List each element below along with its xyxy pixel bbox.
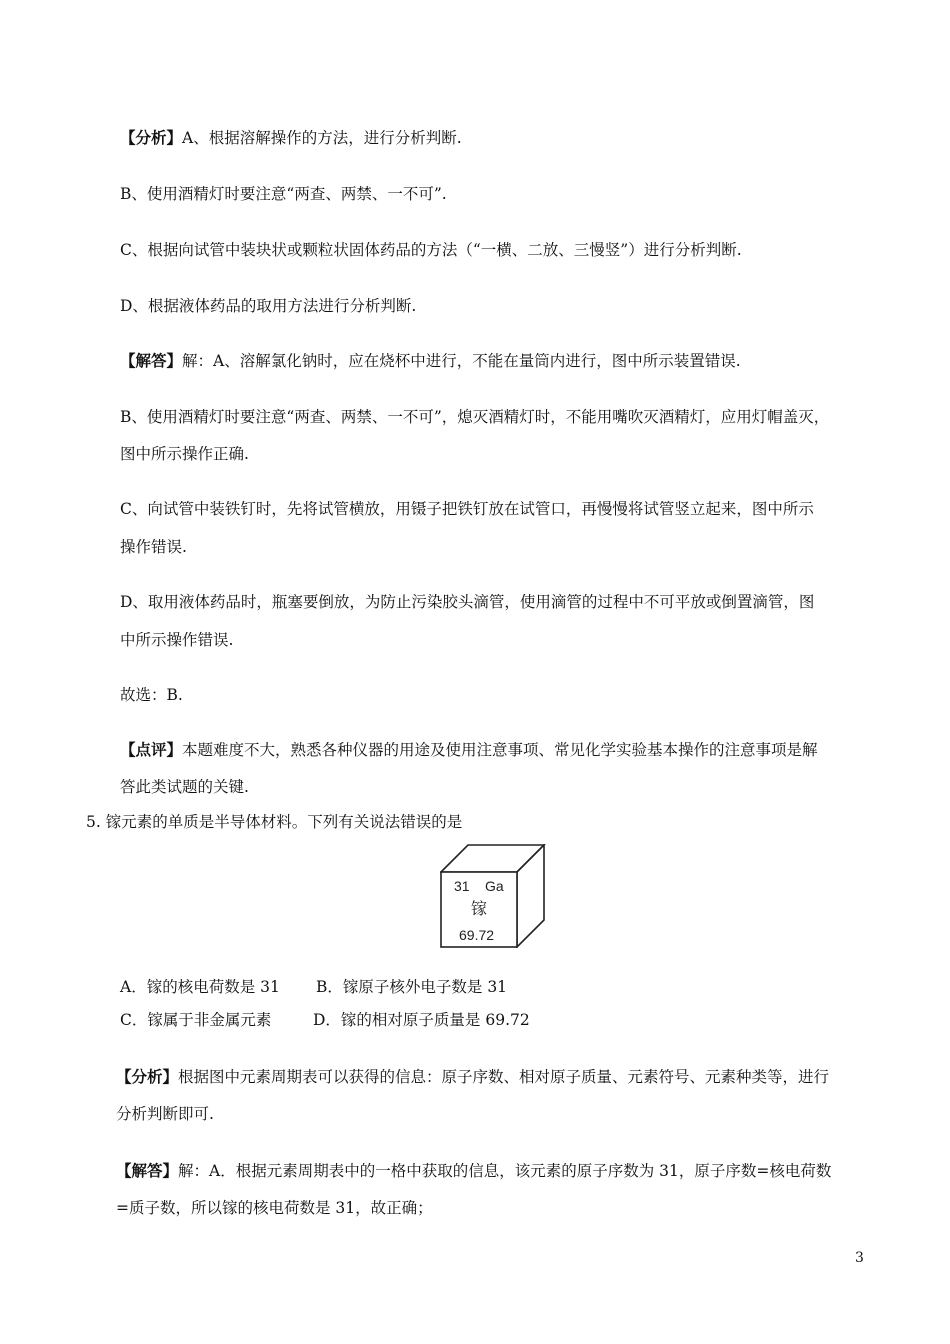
q4-answer-d-line1: D、取用液体药品时，瓶塞要倒放，为防止污染胶头滴管，使用滴管的过程中不可平放或倒置滴管，图 bbox=[120, 593, 815, 611]
q4-analysis-a: 【分析】A、根据溶解操作的方法，进行分析判断. bbox=[120, 128, 462, 147]
q4-analysis-d: D、根据液体药品的取用方法进行分析判断. bbox=[120, 297, 417, 315]
element-symbol: Ga bbox=[485, 878, 504, 894]
q5-option-d: D．镓的相对原子质量是 69.72 bbox=[313, 1011, 530, 1029]
q5-analysis-line1: 【分析】根据图中元素周期表可以获得的信息：原子序数、相对原子质量、元素符号、元素种类等，进行 bbox=[116, 1067, 830, 1086]
q5-analysis-label: 【分析】 bbox=[116, 1067, 179, 1086]
q4-comment-label: 【点评】 bbox=[120, 740, 183, 759]
q5-stem: 5. 镓元素的单质是半导体材料。下列有关说法错误的是 bbox=[86, 813, 463, 831]
q4-choice: 故选：B. bbox=[120, 686, 183, 704]
q5-answer-line2: =质子数，所以镓的核电荷数是 31，故正确； bbox=[116, 1199, 433, 1217]
element-number: 31 bbox=[454, 878, 470, 894]
q4-answer-b-line1: B、使用酒精灯时要注意“两查、两禁、一不可”，熄灭酒精灯时，不能用嘴吹灭酒精灯，应用灯帽盖灭， bbox=[120, 408, 830, 426]
q5-answer-line1: 【解答】解：A．根据元素周期表中的一格中获取的信息，该元素的原子序数为 31，原子序数=核电荷数 bbox=[116, 1161, 832, 1180]
element-name: 镓 bbox=[471, 899, 488, 918]
q4-analysis-label: 【分析】 bbox=[120, 128, 183, 147]
q5-option-b: B．镓原子核外电子数是 31 bbox=[316, 978, 508, 996]
q5-option-c: C．镓属于非金属元素 bbox=[120, 1011, 272, 1029]
element-mass: 69.72 bbox=[459, 927, 495, 943]
element-cell-figure bbox=[440, 844, 546, 948]
q4-answer-c-line2: 操作错误. bbox=[120, 538, 187, 556]
q4-answer-a: 【解答】解：A、溶解氯化钠时，应在烧杯中进行，不能在量筒内进行，图中所示装置错误. bbox=[120, 351, 741, 370]
q4-comment-line2: 答此类试题的关键. bbox=[120, 778, 249, 796]
q4-answer-d-line2: 中所示操作错误. bbox=[120, 631, 234, 649]
q4-comment-line1: 【点评】本题难度不大，熟悉各种仪器的用途及使用注意事项、常见化学实验基本操作的注意事项是解 bbox=[120, 740, 818, 759]
page-number: 3 bbox=[855, 1250, 864, 1266]
q5-answer-label: 【解答】 bbox=[116, 1161, 179, 1180]
q5-option-a: A．镓的核电荷数是 31 bbox=[120, 978, 280, 996]
element-cube-svg bbox=[440, 844, 546, 948]
q4-answer-c-line1: C、向试管中装铁钉时，先将试管横放，用镊子把铁钉放在试管口，再慢慢将试管竖立起来，图中所示 bbox=[120, 500, 814, 518]
q4-answer-b-line2: 图中所示操作正确. bbox=[120, 445, 249, 463]
q4-answer-label: 【解答】 bbox=[120, 351, 183, 370]
q4-analysis-c: C、根据向试管中装块状或颗粒状固体药品的方法（“一横、二放、三慢竖”）进行分析判断. bbox=[120, 241, 742, 259]
q5-analysis-line2: 分析判断即可. bbox=[116, 1105, 214, 1123]
q4-analysis-b: B、使用酒精灯时要注意“两查、两禁、一不可”. bbox=[120, 185, 447, 203]
